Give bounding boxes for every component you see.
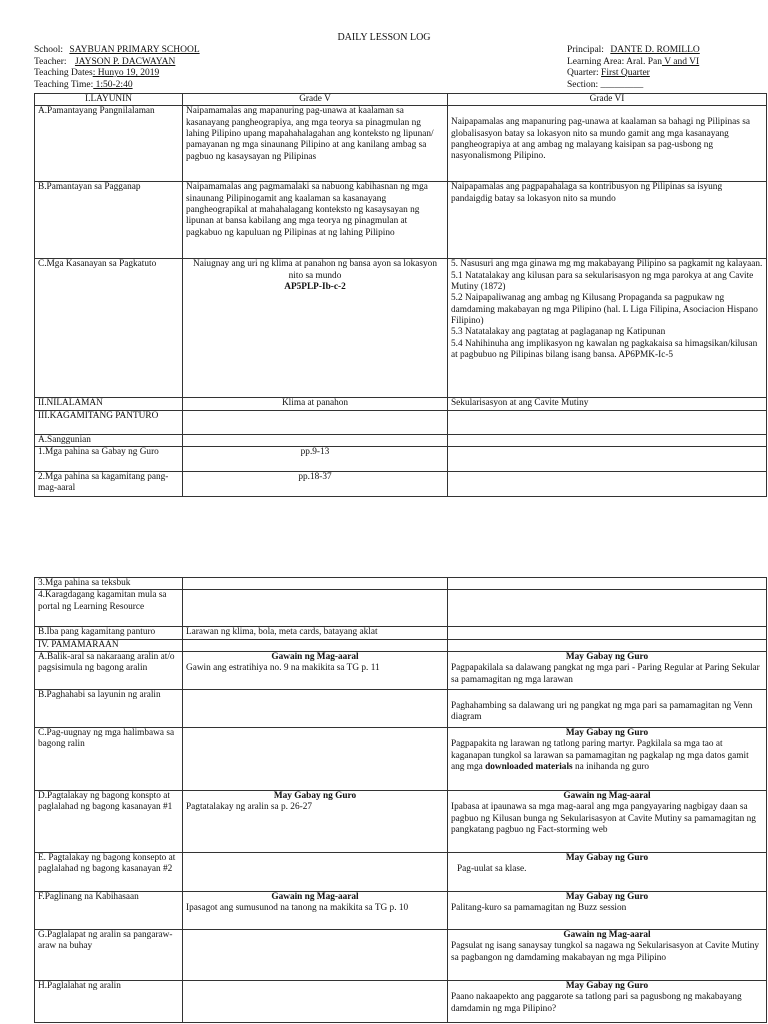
table-row xyxy=(35,106,767,182)
table-row xyxy=(35,651,767,689)
activity-text-main: Pagpapakita ng larawan ng tatlong paring martyr. Pagkilala sa mga tao at kaganapan tungkol sa larawan sa pamamagitan ng pagkalap ng mga datos gamit ang mga xyxy=(451,739,749,772)
table-row xyxy=(35,398,767,410)
row-label-pagtalakay-2: E. Pagtalakay ng bagong konsepto at paglalahad ng bagong kasanayan #2 xyxy=(35,852,183,891)
cell-grade6: Naipapamalas ang mapanuring pag-unawa at kaalaman sa bahagi ng Pilipinas sa globalisasyon batay sa lokasyon nito sa mundo gamit ang mga kasanayang pangheograpiya at ang ambag ng malayang kaisipan sa pag-usbong ng nasyonalismong Pilipino. xyxy=(448,106,767,182)
activity-heading: Gawain ng Mag-aaral xyxy=(563,929,651,940)
competency-item: 5.1 Natatalakay ang kilusan para sa sekularisasyon ng mga parokya at ang Cavite Mutiny (1872) xyxy=(451,270,754,292)
competency-item: 5.4 Nahihinuha ang implikasyon ng kawalan ng pagkakaisa sa himagsikan/kilusan at pagbubuo ng Pilipinas bilang isang bansa. AP6PMK-Ic-5 xyxy=(451,338,758,360)
cell-grade6 xyxy=(448,471,767,496)
activity-text: Ipasagot ang sumusunod na tanong na makikita sa TG p. 10 xyxy=(186,903,409,914)
table-row xyxy=(35,727,767,790)
cell-grade5 xyxy=(183,434,448,446)
table-row xyxy=(35,434,767,446)
teaching-dates: : Hunyo 19, 2019 xyxy=(92,68,160,78)
cell-grade6 xyxy=(448,727,767,790)
cell-grade6 xyxy=(448,651,767,689)
cell-grade5 xyxy=(183,891,448,929)
cell-grade5 xyxy=(183,852,448,891)
row-label-nilalaman: II.NILALAMAN xyxy=(35,398,183,410)
time-label: Teaching Time: xyxy=(34,79,94,90)
row-label-paglalapat: G.Paglalapat ng aralin sa pangaraw-araw na buhay xyxy=(35,929,183,980)
row-label-karagdagang-kagamitan: 4.Karagdagang kagamitan mula sa portal ng Learning Resource xyxy=(35,590,183,627)
activity-text: Gawin ang estratihiya no. 9 na makikita sa TG p. 11 xyxy=(186,663,380,674)
activity-heading: Gawain ng Mag-aaral xyxy=(271,651,359,662)
cell-grade6 xyxy=(448,446,767,471)
row-label-pagtalakay-1: D.Pagtalakay ng bagong konspto at paglalahad ng bagong kasanayan #1 xyxy=(35,790,183,852)
learning-area-line xyxy=(567,57,700,69)
col-header-grade6: Grade VI xyxy=(448,94,767,106)
row-label-pamantayang-pangnilalaman: A.Pamantayang Pangnilalaman xyxy=(35,106,183,182)
teacher-name: JAYSON P. DACWAYAN xyxy=(74,56,176,67)
header-right xyxy=(567,45,700,91)
row-label-pamamaraan: IV. PAMAMARAAN xyxy=(35,639,183,651)
cell-grade6 xyxy=(448,590,767,627)
section-value: _________ xyxy=(600,79,644,90)
cell-grade5: pp.9-13 xyxy=(183,446,448,471)
row-label-pamantayan-sa-pagganap: B.Pamantayan sa Pagganap xyxy=(35,182,183,259)
cell-grade6 xyxy=(448,639,767,651)
activity-text: Ipabasa at ipaunawa sa mga mag-aaral ang mga pangyayaring nagbigay daan sa pagbuo ng Kilusan bunga ng Sekularisasyon at Cavite Mutiny sa pamamagitan ng pangkatang pagbuo ng Fact-storming web xyxy=(451,802,756,835)
activity-text-bold: downloaded materials xyxy=(485,761,573,772)
activity-heading: May Gabay ng Guro xyxy=(565,980,649,991)
table-row xyxy=(35,446,767,471)
table-row xyxy=(35,929,767,980)
school-label: School: xyxy=(34,45,64,55)
table-row xyxy=(35,590,767,627)
activity-text: Pagsulat ng isang sanaysay tungkol sa nagawa ng Sekularisasyon at Cavite Mutiny sa pagbangon ng damdaming makabayan ng mga Pilipino xyxy=(451,941,760,963)
activity-text: Pag-uulat sa klase. xyxy=(457,864,527,875)
activity-heading: May Gabay ng Guro xyxy=(565,727,649,738)
cell-grade5 xyxy=(183,689,448,727)
activity-heading: Gawain ng Mag-aaral xyxy=(563,790,651,801)
cell-grade5 xyxy=(183,929,448,980)
quarter-value: First Quarter xyxy=(601,68,650,78)
row-label-mga-kasanayan: C.Mga Kasanayan sa Pagkatuto xyxy=(35,259,183,398)
row-label-iba-pang-kagamitan: B.Iba pang kagamitang panturo xyxy=(35,627,183,639)
principal-label: Principal: xyxy=(567,45,604,55)
table-row xyxy=(35,852,767,891)
quarter-line xyxy=(567,68,700,80)
school-line xyxy=(34,45,200,57)
cell-grade5: Larawan ng klima, bola, meta cards, batayang aklat xyxy=(183,627,448,639)
cell-grade6 xyxy=(448,852,767,891)
area-subject: Aral. Pan xyxy=(626,56,662,67)
activity-heading: May Gabay ng Guro xyxy=(565,651,649,662)
school-name: SAYBUAN PRIMARY SCHOOL xyxy=(69,45,200,55)
lesson-table-2 xyxy=(34,577,767,1023)
activity-heading: Gawain ng Mag-aaral xyxy=(271,891,359,902)
header-left xyxy=(34,45,200,91)
cell-grade5 xyxy=(183,578,448,590)
area-grades: V and VI xyxy=(661,56,700,67)
cell-grade6 xyxy=(448,259,767,398)
row-label-sanggunian: A.Sanggunian xyxy=(35,434,183,446)
teacher-line xyxy=(34,57,200,69)
activity-text-end: na inihanda ng guro xyxy=(574,761,650,772)
competency-item: 5.3 Natatalakay ang pagtatag at paglaganap ng Katipunan xyxy=(451,327,666,338)
row-label-paglalahat: H.Paglalahat ng aralin xyxy=(35,980,183,1022)
cell-grade6 xyxy=(448,410,767,434)
row-label-gabay-ng-guro: 1.Mga pahina sa Gabay ng Guro xyxy=(35,446,183,471)
cell-grade5 xyxy=(183,590,448,627)
cell-grade6: Paghahambing sa dalawang uri ng pangkat ng mga pari sa pamamagitan ng Venn diagram xyxy=(448,689,767,727)
row-label-paghahabi: B.Paghahabi sa layunin ng aralin xyxy=(35,689,183,727)
row-label-pag-uugnay: C.Pag-uugnay ng mga halimbawa sa bagong ralin xyxy=(35,727,183,790)
quarter-label: Quarter: xyxy=(567,68,602,78)
cell-grade5 xyxy=(183,639,448,651)
dates-line xyxy=(34,68,200,80)
cell-grade6 xyxy=(448,891,767,929)
table-row xyxy=(35,980,767,1022)
cell-grade6 xyxy=(448,929,767,980)
row-label-balik-aral: A.Balik-aral sa nakaraang aralin at/o pagsisimula ng bagong aralin xyxy=(35,651,183,689)
cell-grade6 xyxy=(448,980,767,1022)
teaching-time: 1:50-2:40 xyxy=(93,79,133,90)
row-label-paglinang: F.Paglinang na Kabihasaan xyxy=(35,891,183,929)
activity-text xyxy=(451,739,763,773)
cell-grade5: Klima at panahon xyxy=(183,398,448,410)
row-label-kagamitang-panturo: III.KAGAMITANG PANTURO xyxy=(35,410,183,434)
activity-text: Pagtatalakay ng aralin sa p. 26-27 xyxy=(186,802,312,813)
dates-label: Teaching Dates xyxy=(34,68,93,78)
table-row xyxy=(35,259,767,398)
section-label: Section: xyxy=(567,79,601,90)
activity-text: Pagpapakilala sa dalawang pangkat ng mga pari - Paring Regular at Paring Sekular sa pamamagitan ng mga larawan xyxy=(451,663,760,685)
activity-heading: May Gabay ng Guro xyxy=(565,852,649,863)
row-label-kagamitang-pang-mag-aaral: 2.Mga pahina sa kagamitang pang-mag-aaral xyxy=(35,471,183,496)
cell-grade6: Sekularisasyon at ang Cavite Mutiny xyxy=(448,398,767,410)
row-label-teksbuk: 3.Mga pahina sa teksbuk xyxy=(35,578,183,590)
competency-item: 5.2 Naipapaliwanag ang ambag ng Kilusang Propaganda sa pagpukaw ng damdaming makabayan ng mga Pilipino (hal. L Liga Filipina, Asociacion Hispano Filipino) xyxy=(451,293,758,326)
competency-item: 5. Nasusuri ang mga ginawa mg mg makabayang Pilipino sa pagkamit ng kalayaan. xyxy=(451,259,763,270)
cell-grade5 xyxy=(183,410,448,434)
cell-grade5 xyxy=(183,651,448,689)
table-row xyxy=(35,410,767,434)
teacher-label: Teacher: xyxy=(34,56,67,67)
document-title: DAILY LESSON LOG xyxy=(337,32,431,43)
activity-heading: May Gabay ng Guro xyxy=(273,790,357,801)
section-line xyxy=(567,80,700,92)
principal-name: DANTE D. ROMILLO xyxy=(610,45,700,55)
table-row xyxy=(35,639,767,651)
activity-heading: May Gabay ng Guro xyxy=(565,891,649,902)
competency-code: AP5PLP-Ib-c-2 xyxy=(284,281,346,292)
cell-grade5 xyxy=(183,259,448,398)
table-row xyxy=(35,182,767,259)
cell-grade5 xyxy=(183,727,448,790)
activity-text: Palitang-kuro sa pamamagitan ng Buzz session xyxy=(451,903,627,914)
area-label: Learning Area: xyxy=(567,56,627,67)
cell-grade6 xyxy=(448,790,767,852)
col-header-layunin: I.LAYUNIN xyxy=(35,94,183,106)
cell-grade5 xyxy=(183,980,448,1022)
principal-line xyxy=(567,45,700,57)
cell-grade6 xyxy=(448,434,767,446)
cell-grade5 xyxy=(183,790,448,852)
activity-text: Paano nakaapekto ang paggarote sa tatlong pari sa pagusbong ng makabayang damdamin ng mga Pilipino? xyxy=(451,992,742,1014)
cell-grade5: Naipamamalas ang mapanuring pag-unawa at kaalaman sa kasanayang pangheograpiya, ang mga teorya sa pinagmulan ng lahing Pilipino upang mapahahalagahan ang konteksto ng lipunan/ pamayanan ng mga sinaunang Pilipino at ang kanilang ambag sa pagbuo ng kasaysayan ng Pilipinas xyxy=(183,106,448,182)
time-line xyxy=(34,80,200,92)
lesson-table-1 xyxy=(34,93,767,497)
table-header-row xyxy=(35,94,767,106)
table-row xyxy=(35,471,767,496)
cell-grade6 xyxy=(448,627,767,639)
table-row xyxy=(35,627,767,639)
cell-grade6: Naipapamalas ang pagpapahalaga sa kontribusyon ng Pilipinas sa isyung pandaigdig batay sa lokasyon nito sa mundo xyxy=(448,182,767,259)
kasanayan-text: Naiugnay ang uri ng klima at panahon ng bansa ayon sa lokasyon nito sa mundo xyxy=(193,259,437,281)
col-header-grade5: Grade V xyxy=(183,94,448,106)
cell-grade5: pp.18-37 xyxy=(183,471,448,496)
table-row xyxy=(35,891,767,929)
table-row xyxy=(35,578,767,590)
cell-grade6 xyxy=(448,578,767,590)
table-row xyxy=(35,689,767,727)
table-row xyxy=(35,790,767,852)
cell-grade5: Naipamamalas ang pagmamalaki sa nabuong kabihasnan ng mga sinaunang Pilipinogamit ang kaalaman sa kasanayang pangheograpikal at mahahalagang konteksto ng kasaysayan ng lipunan at bansa kabilang ang mga teorya ng pinagmulan at pagkabuo ng kapuluan ng Pilipinas at ng lahing Pilipino xyxy=(183,182,448,259)
